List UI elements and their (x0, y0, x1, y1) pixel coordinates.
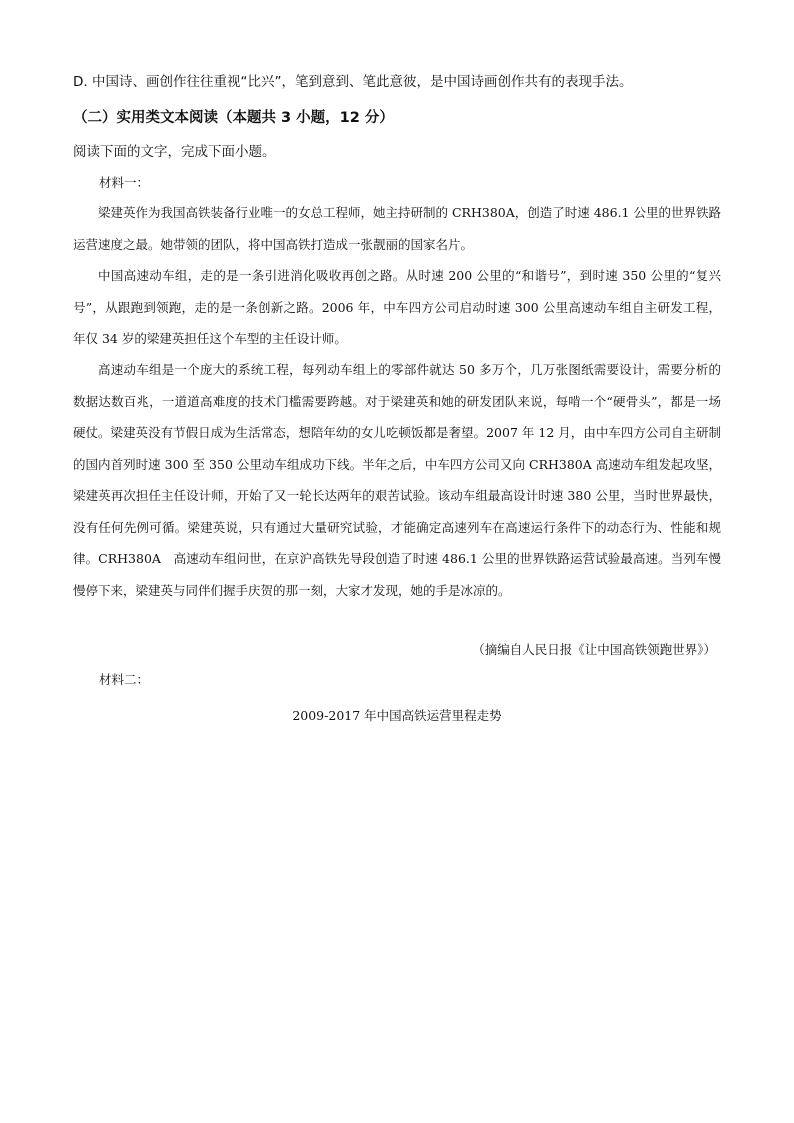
material2-label: 材料二： (99, 672, 150, 687)
paragraph-3: 高速动车组是一个庞大的系统工程，每列动车组上的零部件就达 50 多万个，几万张图纸需要设计，需要分析的数据达数百兆，一道道高难度的技术门槛需要跨越。对于梁建英和她的研发团队来说，每啃一个“硬骨头”，都是一场硬仗。梁建英没有节假日成为生活常态，想陪年幼的女儿吃顿饭都是奢望。2007 年 12 月，由中车四方公司自主研制的国内首列时速 300 至 350 公里动车组成功下线。半年之后，中车四方公司又向 CRH380A 高速动车组发起攻坚，梁建英再次担任主任设计师，开始了又一轮长达两年的艰苦试验。该动车组最高设计时速 380 公里，当时世界最快，没有任何先例可循。梁建英说，只有通过大量研究试验，才能确定高速列车在高速运行条件下的动态行为、性能和规律。CRH380A 高速动车组问世，在京沪高铁先导段创造了时速 486.1 公里的世界铁路运营试验最高速。当列车慢慢停下来，梁建英与同伴们握手庆贺的那一刻，大家才发现，她的手是冰凉的。 (73, 362, 721, 598)
paragraph-1: 梁建英作为我国高铁装备行业唯一的女总工程师，她主持研制的 CRH380A，创造了时速 486.1 公里的世界铁路运营速度之最。她带领的团队，将中国高铁打造成一张靓丽的国家名片。 (73, 205, 721, 252)
material1-label: 材料一： (99, 175, 150, 190)
option-d: D. 中国诗、画创作往往重视“比兴”，笔到意到、笔此意彼，是中国诗画创作共有的表现手法。 (73, 74, 633, 90)
instruction: 阅读下面的文字，完成下面小题。 (73, 144, 276, 160)
paragraph-2: 中国高速动车组，走的是一条引进消化吸收再创之路。从时速 200 公里的“和谐号”，到时速 350 公里的“复兴号”，从跟跑到领跑，走的是一条创新之路。2006 年，中车四方公司启动时速 300 公里高速动车组自主研发工程，年仅 34 岁的梁建英担任这个车型的主任设计师。 (73, 268, 721, 346)
chart-title: 2009-2017 年中国高铁运营里程走势 (292, 708, 502, 723)
section-title: （二）实用类文本阅读（本题共 3 小题，12 分） (73, 110, 394, 126)
source-citation: （摘编自人民日报《让中国高铁领跑世界》） (472, 642, 716, 657)
